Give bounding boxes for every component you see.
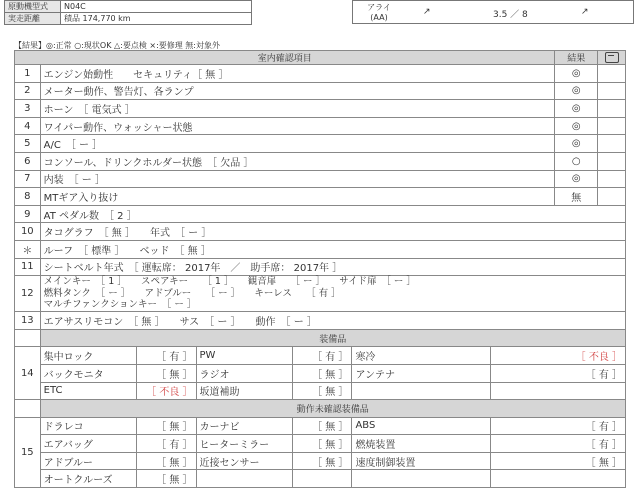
- equip-label: [352, 382, 491, 400]
- mileage-value: 積品 174,770 km: [61, 13, 252, 25]
- table-row: [15, 382, 626, 400]
- table-row: [15, 82, 626, 100]
- table-row: [15, 100, 626, 118]
- equip-value: ［ 無 ］: [292, 417, 352, 435]
- keys-line-3: マルチファンクションキー ［ ー ］: [43, 299, 197, 311]
- unconfirmed-title: 動作未確認装備品: [40, 400, 625, 418]
- item-result: ◎: [555, 65, 598, 83]
- keys-line-1: メインキー ［ 1 ］ スペアキー ［ 1 ］ 観音扉 ［ ー ］ サイド扉 ［ ー ］: [43, 276, 416, 288]
- equip-value: ［ 有 ］: [491, 417, 626, 435]
- item-result: ○: [555, 152, 598, 170]
- item-result: ◎: [555, 170, 598, 188]
- item-result: 無: [555, 188, 598, 206]
- item-result: ◎: [555, 82, 598, 100]
- equip-value: [491, 382, 626, 400]
- equip-label: [196, 470, 292, 488]
- item-result: ◎: [555, 135, 598, 153]
- item-text: MTギア入り抜け: [40, 188, 555, 206]
- equip-value: ［ 有 ］: [491, 435, 626, 453]
- engine-model-value: N04C: [61, 1, 252, 13]
- table-row: [15, 276, 626, 312]
- row-number: 1: [15, 65, 41, 83]
- row-number: 8: [15, 188, 41, 206]
- extra-cell: [598, 100, 626, 118]
- row-number: 10: [15, 223, 41, 241]
- row-number: 14: [15, 347, 41, 400]
- equip-value: ［ 有 ］: [136, 435, 196, 453]
- item-text: コンソール、ドリンクホルダー状態 ［ 欠品 ］: [40, 152, 555, 170]
- alignment-value-a: ↗: [423, 7, 431, 17]
- equip-label: 速度制御装置: [352, 452, 491, 470]
- row-number: 11: [15, 258, 41, 276]
- equip-value: ［ 無 ］: [292, 364, 352, 382]
- row-number: 5: [15, 135, 41, 153]
- item-result: ◎: [555, 117, 598, 135]
- row-number: ＊: [15, 240, 41, 258]
- equip-label: ドラレコ: [40, 417, 136, 435]
- equip-label: PW: [196, 347, 292, 365]
- row-number: 2: [15, 82, 41, 100]
- equip-label: バックモニタ: [40, 364, 136, 382]
- equip-label: オートクルーズ: [40, 470, 136, 488]
- equip-label: アンテナ: [352, 364, 491, 382]
- table-row: [15, 312, 626, 330]
- equipment-title: 装備品: [40, 329, 625, 347]
- equip-label: エアバッグ: [40, 435, 136, 453]
- table-row: [15, 364, 626, 382]
- result-header: 結果: [555, 51, 598, 65]
- extra-cell: [598, 188, 626, 206]
- equip-value: ［ 有 ］: [491, 364, 626, 382]
- row-number: 13: [15, 312, 41, 330]
- row-number: 6: [15, 152, 41, 170]
- extra-cell: [598, 170, 626, 188]
- row-number: 12: [15, 276, 41, 312]
- table-row: [15, 170, 626, 188]
- table-row: [15, 117, 626, 135]
- table-row: [15, 470, 626, 488]
- vehicle-info-table: [4, 0, 252, 25]
- equip-value: ［ 不良 ］: [491, 347, 626, 365]
- item-text: 内装 ［ ー ］: [40, 170, 555, 188]
- extra-cell: [598, 135, 626, 153]
- item-text: ホーン ［ 電気式 ］: [40, 100, 555, 118]
- equip-label: ETC: [40, 382, 136, 400]
- extra-cell: [598, 117, 626, 135]
- table-row: [15, 417, 626, 435]
- row-number: 9: [15, 205, 41, 223]
- document-icon-cell[interactable]: [598, 51, 626, 65]
- spacer-cell: [15, 329, 41, 347]
- equip-value: ［ 不良 ］: [136, 382, 196, 400]
- equip-value: ［ 無 ］: [292, 382, 352, 400]
- inspection-table: [14, 50, 626, 488]
- table-row: [15, 135, 626, 153]
- indoor-check-title: 室内確認項目: [15, 51, 555, 65]
- result-legend: 【結果】◎:正常 ○:現状OK △:要点検 ×:要修理 無:対象外: [14, 41, 221, 50]
- table-row: [15, 452, 626, 470]
- equip-label: 集中ロック: [40, 347, 136, 365]
- item-text: エンジン始動性 セキュリティ［ 無 ］: [40, 65, 555, 83]
- table-row: [15, 258, 626, 276]
- equip-value: ［ 無 ］: [136, 470, 196, 488]
- alignment-label: アライ (AA): [367, 3, 391, 22]
- equip-value: ［ 無 ］: [292, 435, 352, 453]
- table-row: [15, 435, 626, 453]
- equip-label: 坂道補助: [196, 382, 292, 400]
- equip-value: [491, 470, 626, 488]
- item-text: ワイパー動作、ウォッシャー状態: [40, 117, 555, 135]
- alignment-box: [352, 0, 634, 24]
- table-row: [15, 188, 626, 206]
- equip-value: [292, 470, 352, 488]
- item-text: メーター動作、警告灯、各ランプ: [40, 82, 555, 100]
- equip-value: ［ 無 ］: [136, 452, 196, 470]
- row-number: 7: [15, 170, 41, 188]
- equip-value: ［ 無 ］: [136, 417, 196, 435]
- item-result: ◎: [555, 100, 598, 118]
- item-text: エアサスリモコン ［ 無 ］ サス ［ ー ］ 動作 ［ ー ］: [40, 312, 625, 330]
- equip-label: 近接センサー: [196, 452, 292, 470]
- equip-label: 寒冷: [352, 347, 491, 365]
- equip-label: [352, 470, 491, 488]
- mileage-label: 実走距離: [5, 13, 61, 25]
- equip-label: ラジオ: [196, 364, 292, 382]
- table-row: [15, 223, 626, 241]
- item-text: A/C ［ ー ］: [40, 135, 555, 153]
- item-text: シートベルト年式 ［ 運転席： 2017年 ／ 助手席： 2017年 ］: [40, 258, 625, 276]
- document-icon[interactable]: [605, 52, 619, 63]
- engine-model-label: 原動機型式: [5, 1, 61, 13]
- keys-cell: [40, 276, 625, 312]
- table-row: [15, 152, 626, 170]
- alignment-value-b: 3.5 ／ 8: [493, 10, 528, 20]
- table-row: [15, 347, 626, 365]
- item-text: AT ペダル数 ［ 2 ］: [40, 205, 625, 223]
- row-number: 3: [15, 100, 41, 118]
- row-number: 15: [15, 417, 41, 487]
- table-row: [15, 205, 626, 223]
- equip-value: ［ 無 ］: [292, 452, 352, 470]
- item-text: ルーフ ［ 標準 ］ ベッド ［ 無 ］: [40, 240, 625, 258]
- equip-label: 燃焼装置: [352, 435, 491, 453]
- spacer-cell: [15, 400, 41, 418]
- equip-value: ［ 無 ］: [491, 452, 626, 470]
- equip-label: アドブルー: [40, 452, 136, 470]
- table-row: [15, 240, 626, 258]
- equip-value: ［ 無 ］: [136, 364, 196, 382]
- keys-line-2: 燃料タンク ［ ー ］ アドブルー ［ ー ］ キーレス ［ 有 ］: [43, 287, 341, 299]
- row-number: 4: [15, 117, 41, 135]
- extra-cell: [598, 152, 626, 170]
- extra-cell: [598, 82, 626, 100]
- equip-label: カーナビ: [196, 417, 292, 435]
- equip-label: ABS: [352, 417, 491, 435]
- alignment-value-c: ↗: [581, 7, 589, 17]
- item-text: タコグラフ ［ 無 ］ 年式 ［ ー ］: [40, 223, 625, 241]
- table-row: [15, 65, 626, 83]
- equip-label: ヒーターミラー: [196, 435, 292, 453]
- extra-cell: [598, 65, 626, 83]
- equip-value: ［ 有 ］: [292, 347, 352, 365]
- equip-value: ［ 有 ］: [136, 347, 196, 365]
